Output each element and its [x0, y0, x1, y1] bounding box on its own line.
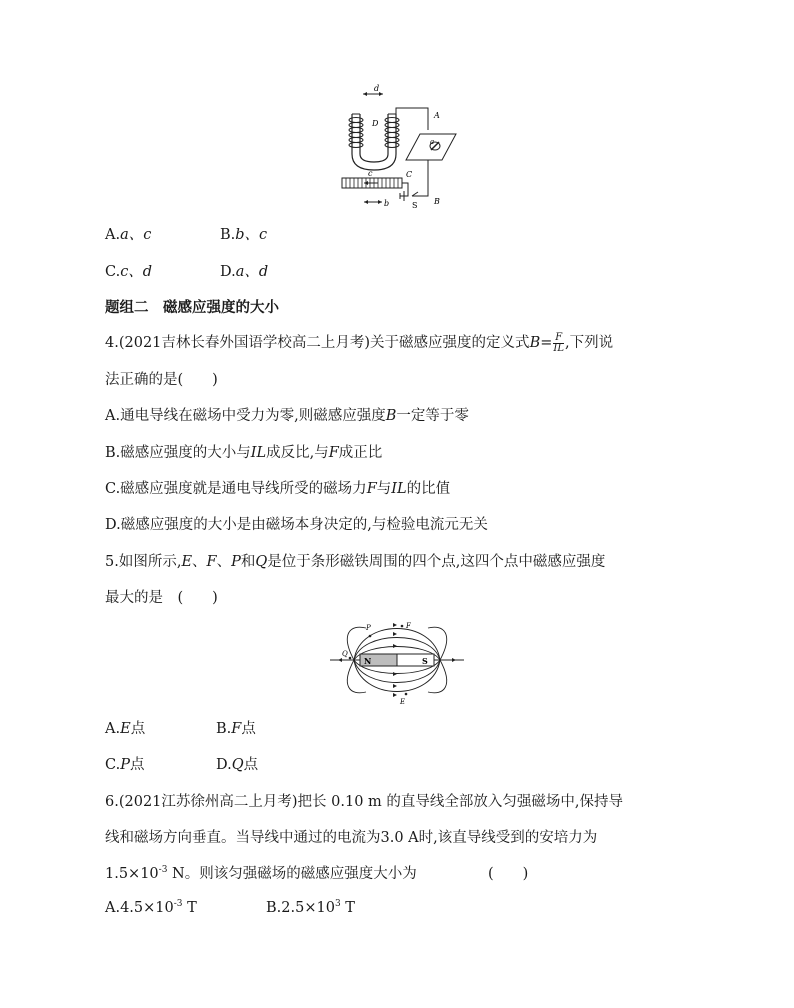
label-A: A	[434, 111, 440, 120]
q3-option-d: D.a、d	[220, 264, 269, 280]
label-a: a	[430, 138, 435, 146]
q4-option-d: D.磁感应强度的大小是由磁场本身决定的,与检验电流元无关	[105, 517, 488, 533]
label-B: B	[434, 197, 440, 206]
q6-stem-line1: 6.(2021江苏徐州高二上月考)把长 0.10 m 的直导线全部放入匀强磁场中,保持导	[105, 794, 624, 810]
q6-stem-line2: 线和磁场方向垂直。当导线中通过的电流为3.0 A时,该直导线受到的安培力为	[105, 830, 598, 846]
q4-stem-line2: 法正确的是( )	[105, 372, 218, 388]
label-C: C	[406, 170, 413, 179]
q3-option-c: C.c、d	[105, 264, 153, 280]
q5-stem: 5.如图所示,E、F、P和Q是位于条形磁铁周围的四个点,这四个点中磁感应强度	[105, 554, 606, 570]
point-E: E	[400, 698, 406, 706]
q6-stem-line3: $1.5\times 10^{-3}$ N。则该匀强磁场的磁感应强度大小为	[105, 865, 417, 882]
magnet-N: N	[364, 656, 372, 666]
section-heading: 题组二 磁感应强度的大小	[105, 300, 279, 316]
q6-option-b: $B.2.5\times 10^3$ T	[266, 899, 355, 916]
figure-electromagnet	[338, 84, 462, 212]
q3-option-b: B.b、c	[220, 227, 268, 243]
q5-option-d: D.Q点	[216, 757, 259, 773]
q6-answer-paren: ( )	[488, 866, 529, 882]
q4-option-b: B.磁感应强度的大小与IL成反比,与F成正比	[105, 445, 383, 461]
q4-fraction: $\frac{F}{IL}$	[553, 331, 564, 354]
q4-stem: 4.(2021吉林长春外国语学校高二上月考)关于磁感应强度的定义式B= $\frac{F}{IL}$ ,下列说	[105, 331, 614, 354]
q5-option-b: B.F点	[216, 721, 256, 737]
label-c: c	[368, 169, 373, 178]
q5-stem-line2: 最大的是 ( )	[105, 590, 218, 606]
q4-option-c: C.磁感应强度就是通电导线所受的磁场力F与IL的比值	[105, 481, 451, 497]
figure-bar-magnet	[330, 614, 464, 706]
q4-option-a: A.通电导线在磁场中受力为零,则磁感应强度B一定等于零	[105, 408, 469, 424]
q3-option-a: A.a、c	[105, 227, 152, 243]
q5-option-a: A.E点	[105, 721, 146, 737]
label-b: b	[384, 199, 390, 208]
point-Q: Q	[342, 650, 348, 658]
q6-option-a: $A.4.5\times 10^{-3}$ T	[105, 899, 197, 916]
q5-option-c: C.P点	[105, 757, 145, 773]
point-P: P	[366, 624, 371, 632]
point-F: F	[406, 622, 411, 630]
label-S: S	[412, 201, 418, 210]
label-d: d	[374, 84, 380, 93]
magnet-S: S	[422, 656, 428, 666]
label-D: D	[372, 119, 379, 128]
